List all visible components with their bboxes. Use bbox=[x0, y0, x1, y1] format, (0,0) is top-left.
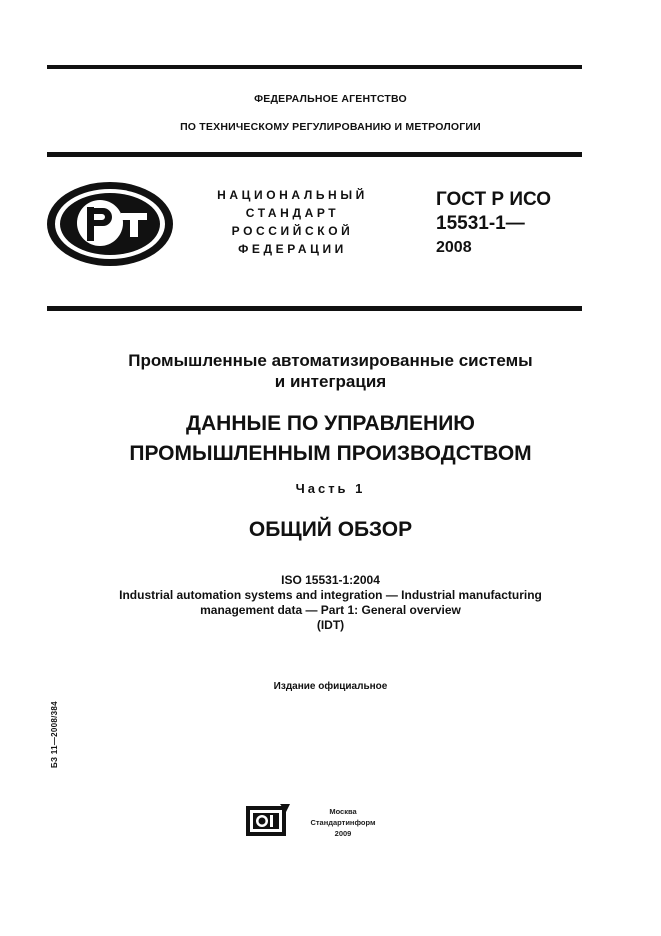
designation-line-1: ГОСТ Р ИСО bbox=[436, 189, 552, 210]
agency-line-1: ФЕДЕРАЛЬНОЕ АГЕНТСТВО bbox=[254, 93, 407, 105]
publisher-city: Москва bbox=[329, 807, 357, 816]
publisher-year: 2009 bbox=[334, 829, 352, 838]
side-code: БЗ 11—2008/384 bbox=[50, 701, 59, 768]
main-title-line-2: ПРОМЫШЛЕННЫМ ПРОИЗВОДСТВОМ bbox=[129, 442, 532, 465]
iso-number: ISO 15531-1:2004 bbox=[281, 573, 380, 587]
iso-reference bbox=[0, 573, 661, 633]
edition-label: Издание официальное bbox=[273, 681, 388, 692]
subtitle: ОБЩИЙ ОБЗОР bbox=[248, 518, 413, 541]
main-title-line-1: ДАННЫЕ ПО УПРАВЛЕНИЮ bbox=[186, 412, 475, 435]
designation-line-2: 15531-1— bbox=[436, 213, 525, 234]
top-rule bbox=[47, 65, 582, 69]
series-title bbox=[0, 350, 661, 392]
national-standard-line: НАЦИОНАЛЬНЫЙ bbox=[217, 188, 368, 202]
iso-title-line-1: Industrial automation systems and integration — Industrial manufacturing bbox=[119, 588, 542, 602]
national-standard-label bbox=[190, 186, 395, 258]
national-standard-line: СТАНДАРТ bbox=[245, 206, 340, 220]
publisher-name: Стандартинформ bbox=[310, 818, 376, 827]
standard-designation bbox=[436, 188, 551, 260]
iso-status: (IDT) bbox=[316, 618, 345, 632]
agency-line-2: ПО ТЕХНИЧЕСКОМУ РЕГУЛИРОВАНИЮ И МЕТРОЛОГИИ bbox=[180, 121, 481, 133]
iso-title-line-2: management data — Part 1: General overview bbox=[200, 603, 461, 617]
standartinform-logo-icon bbox=[246, 804, 290, 843]
title-block-rule bbox=[47, 306, 582, 311]
publisher-info bbox=[296, 806, 390, 839]
national-standard-line: РОССИЙСКОЙ bbox=[231, 224, 354, 238]
header-rule bbox=[47, 152, 582, 157]
series-title-line-1: Промышленные автоматизированные системы bbox=[128, 351, 533, 370]
main-title bbox=[0, 409, 661, 469]
series-title-line-2: и интеграция bbox=[274, 372, 387, 391]
national-standard-line: ФЕДЕРАЦИИ bbox=[238, 242, 347, 256]
designation-year: 2008 bbox=[436, 239, 472, 256]
part-label: Часть 1 bbox=[295, 481, 366, 496]
rst-emblem-icon bbox=[45, 180, 175, 273]
